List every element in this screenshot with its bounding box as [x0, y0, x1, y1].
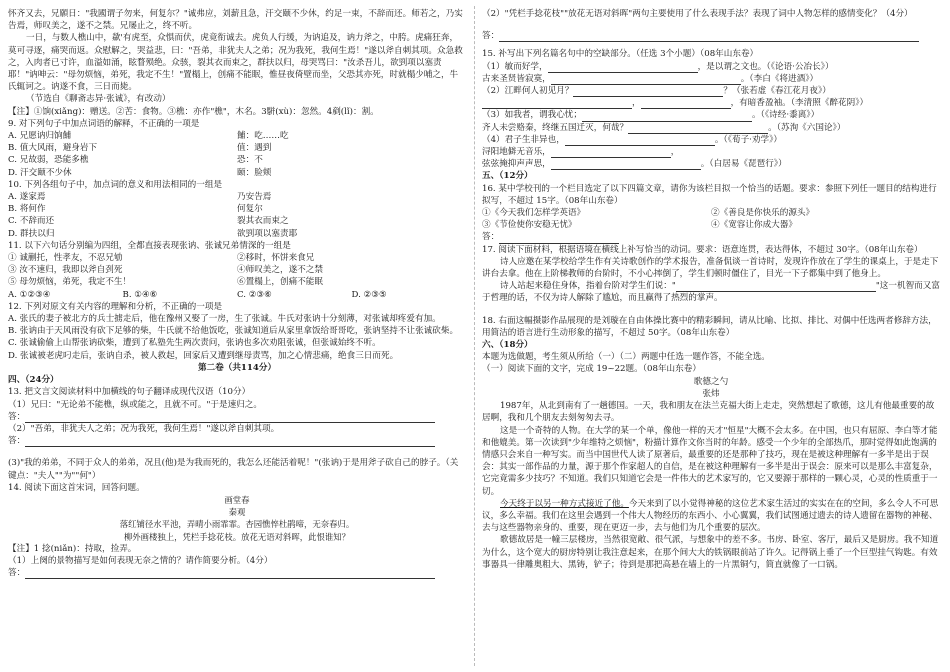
article-author: 张炜	[702, 388, 720, 399]
fill-blank[interactable]	[565, 136, 715, 146]
article-para-4: 歌德故居是一幢三层楼房，当然很宽敞、很气派，与想象中的差不多。书房、卧室、客厅，最后又是厨房。我不知道为什么，这个宽大的厨房特别让我注意起来，在那个间大大的铁锅眼前站了许久。记得锅上垂了一个巨型挂气钩匙。有效事器具一律雕奥粗大、黑铸，铲子；待到是那把高悬在墙上的一片黑铜勺，简直就像了一口锅。	[482, 535, 939, 570]
article-para-1: 1987年，从北到南有了一趟德国。一天，我和朋友在法兰克福大街上走走，突然想起了歌德，这儿有他最重要的故居啊，我和几个朋友去刻匆匆去寻。	[482, 401, 935, 424]
question-11: 11. 以下六句话分别编为四组，全都直接表现张讷、张诚兄弟情深的一组是	[8, 240, 291, 251]
q10-option-d	[8, 228, 466, 240]
article-para-3-text: 今天来到了以小觉得神秘的这位艺术家生活过的实实在在的空间，多么令人不可思议，多么幸福。我们在这里会遇到一个伟大人物经历的东西小、小心翼翼，我们试图通过遗去的诗人遗留在器物的神秘、去与这些器物亲身的、重要，现在更迈一步，去与他们为几个重要的层次。	[482, 498, 939, 534]
poem-title: 画堂春	[224, 494, 250, 505]
q15-item-1	[482, 61, 940, 73]
q13-sentence-1: （1）兄曰："无论弟不能樵，纵或能之，且就不可。"于是速归之。	[8, 399, 262, 410]
q9-c-gloss: 恐：不	[237, 155, 263, 166]
fill-blank[interactable]	[551, 148, 671, 158]
q15-1-lead: （1）敏而好学，	[482, 61, 548, 72]
poem-line-1: 落红铺径水平池，弄晴小雨霏霏。杏园憔悴杜鹃啼，无奈春归。	[119, 519, 355, 530]
q15-3-tail: ？（张若虚《春江花月夜》）	[723, 86, 831, 97]
q11-item-2: ②移时，怀饼来食兄	[237, 253, 315, 264]
underlined-sentence: 今天终于以另一种方式接近了他。	[500, 498, 629, 509]
answer-label: 答：	[8, 411, 26, 422]
q9-c-text: C. 兄故弱，恐能多樵	[8, 155, 89, 166]
q10-option-c	[8, 215, 466, 227]
poem-line-2: 柳外画楼独上，凭栏手捻花枝。放花无语对斜晖，此恨谁知？	[123, 531, 351, 542]
passage-notes: 【注】①饷(xiǎng)：赠送。②苦：食物。③樵：亦作"樵"，木名。3駢(xù)：忽然。4剷(lǐ)：割。	[8, 106, 379, 117]
q15-8-comma: ，	[670, 147, 680, 158]
q11-item-5: ⑤ 母勿烦恼，弟死，我定不生！	[8, 277, 132, 288]
q15-7-lead: （4）君子生非异也，	[482, 134, 565, 145]
q16-title-3: ③《节俭使你安稳无忧》	[482, 220, 577, 231]
q15-item-2	[482, 73, 940, 85]
poem-note: 【注】1 捻(niǎn)：持取，捡弄。	[8, 543, 137, 554]
fill-blank[interactable]	[548, 63, 698, 73]
column-divider	[474, 6, 475, 666]
article-para-2: 这是一个奇特的人物。在大学的某一个单，像他一样的天才"恒星"大概不会太多。在中国，也只有屈原、李白等才能和他媲美。第一次读到"少年维特之烦恼"，粉描计算作文你当时的年龄。感受一个少年的全部热爪，那时觉得如此饱满的情感只会来自一种写实。而当中国世代人读了原著后，最重要的还是那种了技巧，现在是被这种理解有一多半是出于误会：其实一部作品的力量，源于那个作家超人的自信，是在被这种理解有一多半是出于误会：原来可以是那么丰富复杂，它完竟需多少技巧？不知道。我们只知道它会是一件伟大的艺术家写的，它又要源于那样的一颗心灵，心灵的性质重于一切。	[482, 425, 938, 497]
q9-a-text: A. 兄愿讷归饷餔	[8, 131, 72, 142]
q12-option-c: C. 张诚偷偷上山帮张讷砍柴，遭到了私塾先生两次责问，张讷也多次劝阻张诚，但张诚始终不听。	[8, 338, 381, 349]
q13-reference-answer: (3)"我的弟弟，不同于众人的弟弟，况且(他)是为我而死的，我怎么还能活着呢！"(张讷)于是用斧子砍自己的脖子。（关键点："夫人""为""何"）	[8, 458, 459, 481]
q14-2-answer	[482, 30, 940, 42]
question-16: 16. 某中学校刊的一个栏目选定了以下四篇文章，请你为该栏目拟一个恰当的话题。要求：参照下列任一题目的结构进行拟写，不超过 15字。（08年山东卷）	[482, 183, 937, 206]
fill-blank[interactable]	[482, 99, 632, 109]
q10-a-2: 乃安告焉	[237, 192, 272, 203]
q16-row-1	[482, 207, 940, 219]
question-10: 10. 下列各组句子中，加点词的意义和用法相同的一组是	[8, 179, 223, 190]
q13-2-answer	[8, 435, 466, 447]
q9-a-gloss: 餔：吃……吃	[237, 131, 289, 142]
q14-part-2: （2）"凭栏手捻花枝""放花无语对斜晖"两句主要使用了什么表现手法？表现了词中人物怎样的感情变化？（4分）	[482, 9, 913, 19]
q9-b-text: B. 值大风雨，避身岩下	[8, 143, 98, 154]
q15-9-tail: 。（白居易《琵琶行》）	[700, 159, 787, 170]
fill-blank[interactable]	[551, 75, 741, 85]
q10-b-2: 何复尔	[237, 204, 263, 215]
q15-item-3	[482, 85, 940, 97]
q15-item-4	[482, 97, 940, 109]
answer-label: 答：	[482, 31, 500, 42]
q11-item-6: ⑥置榻上，创痛不能眠	[237, 277, 323, 288]
q17-tail: "这一机智而又富于哲理的话，不仅为诗人解除了尴尬，而且赢得了热烈的掌声。	[482, 281, 940, 304]
q11-items-row-2	[8, 264, 466, 276]
q15-6-tail: 。（苏洵《六国论》）	[768, 122, 846, 133]
q9-option-c	[8, 154, 466, 166]
q12-option-b: B. 张讷由于天风雨没有砍下足够的柴，牛氏就不给他饭吃，张诚知道后从家里拿饭给哥哥吃，张讷坚持不让张诚砍柴。	[8, 326, 459, 337]
q17-material-1: 诗人应邀在某学校给学生作有关诗歌创作的学术报告，准备侃谈一首诗时，发现许作放在了学生的课桌上，于是走下讲台去拿。他在上阶梯教师的台阶时，不小心摔倒了，学生们顿时僵住了，目光一下子都集中到了他身上。	[482, 256, 939, 280]
right-column	[482, 8, 940, 571]
article-para-3	[482, 498, 940, 535]
q15-9-lead: 弦弦掩抑声声思，	[482, 159, 551, 170]
answer-line[interactable]	[25, 413, 435, 423]
question-12: 12. 下列对原文有关内容的理解和分析，不正确的一项是	[8, 301, 223, 312]
passage-source: （节选自《聊斋志异·张诚》，有改动）	[26, 94, 171, 105]
q11-option-c: C. ②③⑥	[237, 289, 272, 300]
q11-items-row-3	[8, 276, 466, 288]
fill-blank[interactable]	[551, 160, 701, 170]
q15-item-5	[482, 109, 940, 121]
q11-item-1: ① 诚蒯托，性孝友，不忍兄劬	[8, 253, 123, 264]
q15-1-tail: ，是以谓之文也。（《论语·公冶长》）	[697, 61, 834, 72]
q13-sentence-2: （2）"吾弟，非犹夫人之弟；况为我死，我何生焉！"遂以斧自刺其项。	[8, 423, 280, 434]
q15-2-tail: 。（李白《将进酒》）	[740, 73, 819, 84]
q16-row-2	[482, 219, 940, 231]
fill-blank[interactable]	[641, 99, 731, 109]
q10-option-b	[8, 203, 466, 215]
question-14: 14. 阅读下面这首宋词，回答问题。	[8, 482, 145, 493]
q11-item-4: ④师叹美之，遂不之禁	[237, 265, 323, 276]
q11-options	[8, 289, 466, 301]
question-13: 13. 把文言文阅读材料中加横线的句子翻译成现代汉语（10分）	[8, 387, 251, 398]
passage-para-2: 一日，与数人樵山中，歘'有虎至，众惧而伏，虎竟衔诚去。虎负人行缓，为讷追及，讷力斧之，中胯。虎痛狂奔，莫可寻逐，痛哭而返。众慰解之，哭益悲，曰："吾弟，非犹夫人之弟；况为我死，我何生焉！"遂以斧自刺其项。众急救之，入肉者已寸许，血溢如涌，眩瞀殒绝。众骇，裂其衣而束之，群扶以归，母哭骂曰："汝杀吾儿，欲剄项以塞责耶！"讷呻云："母勿烦恼，弟死，我定不生！"置榻上，创痛不能眠，惟昼夜倚壁而坐，父恐其亦死，时就榻少哺之，牛氏辄诃之。讷遂不食，三日而毙。	[8, 33, 463, 93]
article-title: 歌德之勺	[693, 376, 729, 387]
section-6-part-1: （一）阅读下面的文字，完成 19~22题。（08年山东卷）	[482, 364, 701, 375]
q17-material-2	[482, 280, 940, 304]
q9-d-text: D. 汗交颐不少休	[8, 167, 72, 178]
q14-1-answer	[8, 567, 466, 579]
q15-5-tail: 。（《诗经·黍离》）	[752, 110, 820, 121]
q15-6-lead: 齐人未尝赂秦，终继五国迁灭，何哉？	[482, 122, 629, 133]
section-6-heading: 六、（18分）	[482, 340, 533, 351]
q15-8-lead: 浔阳地僻无音乐，	[482, 147, 551, 158]
q10-b-1: B. 将何作	[8, 204, 46, 215]
question-15: 15. 补写出下列名篇名句中的空缺部分。（任选 3个小题）（08年山东卷）	[482, 49, 759, 60]
q9-d-gloss: 颐：脸颊	[237, 167, 272, 178]
part-2-title: 第二卷（共114分）	[197, 362, 277, 373]
section-4-heading: 四、（24分）	[8, 375, 59, 386]
q11-option-d: D. ②③⑤	[351, 289, 387, 300]
q14-part-1: （1）上阕的景物描写是如何表现无奈之情的？请作简要分析。（4分）	[8, 555, 273, 566]
q15-item-9	[482, 158, 940, 170]
answer-line[interactable]	[25, 569, 435, 579]
answer-line[interactable]	[499, 32, 919, 42]
q10-d-2: 欲剄项以塞责耶	[237, 228, 298, 239]
q12-option-a: A. 张氏的妻子被北方的兵士掳走后，他在豫州又娶了一房，生了张诚。牛氏对张讷十分刻薄，对张诚却疼爱有加。	[8, 314, 441, 325]
q9-option-d	[8, 167, 466, 179]
q15-item-7	[482, 134, 940, 146]
q15-5-lead: （3）如我者，谓我心忧；	[482, 110, 582, 121]
q15-2-lead: 古来圣贤皆寂寞，	[482, 73, 551, 84]
q12-option-d: D. 张诚被老虎叼走后，张讷自杀，被人救起，回家后又遭到继母责骂，加之心情悲痛，绝食三日而死。	[8, 350, 399, 361]
q9-option-b	[8, 142, 466, 154]
q10-c-2: 裂其衣而束之	[237, 216, 289, 227]
answer-line[interactable]	[25, 437, 435, 447]
q16-title-2: ②《善良是你快乐的源头》	[711, 208, 815, 219]
q11-items-row-1	[8, 252, 466, 264]
answer-line[interactable]	[499, 234, 619, 244]
answer-label: 答：	[8, 436, 26, 447]
q9-option-a	[8, 130, 466, 142]
q10-option-a	[8, 191, 466, 203]
question-18: 18. 右面这幅摄影作品展现的是刘璇在自由体操比赛中的精彩瞬间，请从比喻、比拟、排比、对偶中任选两者修辞方法，用简洁的语言进行生动形象的描写，不超过 50字。（08年山东卷）	[482, 315, 937, 338]
q10-a-1: A. 遂家焉	[8, 192, 46, 203]
section-6-instruction: 本题为选做题，考生须从所给（一）（二）两题中任选一题作答，不能全选。	[482, 352, 770, 363]
q9-b-gloss: 值：遇到	[237, 143, 272, 154]
q15-4-tail: ，有暗香盈袖。（李清照《醉花阴》）	[730, 98, 869, 109]
answer-label: 答：	[482, 232, 500, 243]
q15-3-lead: （2）江畔何人初见月？	[482, 86, 574, 97]
fill-blank[interactable]	[582, 112, 752, 122]
question-17: 17. 阅读下面材料，根据语境在横线上补写恰当的动词。要求：语意连贯，表达得体，不超过 30字。（08年山东卷）	[482, 244, 923, 255]
q16-title-4: ④《宽容让你成大器》	[711, 220, 797, 231]
fill-blank[interactable]	[573, 87, 723, 97]
q11-option-a: A. ①②③④	[8, 289, 51, 300]
q10-d-1: D. 群扶以归	[8, 228, 55, 239]
left-column	[8, 8, 466, 579]
q16-answer	[482, 231, 940, 243]
q15-item-8	[482, 146, 940, 158]
q13-1-answer	[8, 411, 466, 423]
section-5-heading: 五、（12分）	[482, 171, 533, 182]
q11-item-3: ③ 汝不速归，我即以斧自刭死	[8, 265, 123, 276]
q17-lead: 诗人站起来稳住身体，指着台阶对学生们说："	[500, 281, 676, 292]
q10-c-1: C. 不辞而还	[8, 216, 55, 227]
question-9: 9. 对下列句子中加点词语的解释，不正确的一项是	[8, 118, 200, 129]
q15-item-6	[482, 122, 940, 134]
q11-option-b: B. ①④⑥	[122, 289, 158, 300]
answer-label: 答：	[8, 568, 26, 579]
poem-author: 秦观	[228, 507, 246, 518]
fill-blank[interactable]	[628, 124, 768, 134]
q15-7-tail: 。（《荀子·劝学》）	[714, 134, 782, 145]
fill-blank[interactable]	[676, 282, 876, 292]
q16-title-1: ①《今天我们怎样学英语》	[482, 208, 586, 219]
passage-para-1: 怀齐又去，兄願日："我國谓子勿来，何复尔？"诚弗应，刘薪且急，汗交颐不少休，约足一束，不辞而还。师若之，乃实告焉，师叹美之，遂不之禁。兄屡止之，终不听。	[8, 9, 463, 32]
q15-4-comma: ，	[632, 98, 641, 109]
